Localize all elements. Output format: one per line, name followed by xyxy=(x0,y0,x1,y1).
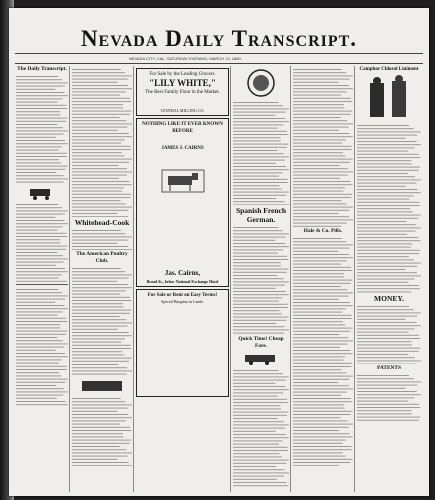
masthead-rule-bottom xyxy=(15,63,423,64)
column-2 xyxy=(71,66,134,492)
col4-heading-c: Spanish French German. xyxy=(235,206,287,224)
col1-separator xyxy=(16,284,68,285)
flour-ad-line2: The Best Family Flour in the Market. xyxy=(145,90,220,95)
store-advertisement xyxy=(136,118,229,287)
figures-illustration-icon xyxy=(364,75,414,121)
flour-ad-mill: CENTRAL MILLING CO. xyxy=(160,108,205,113)
store-ad-footer: Jas. Cairns, xyxy=(164,269,201,277)
col2-text-block-2 xyxy=(72,228,132,250)
store-ad-headline: NOTHING LIKE IT EVER KNOWN BEFORE xyxy=(142,122,223,134)
col5-text-block-2 xyxy=(293,236,353,466)
horse-illustration-icon xyxy=(160,166,206,196)
col2-heading-a: Whitehead-Cook xyxy=(74,218,130,227)
col6-heading-money: MONEY. xyxy=(374,294,404,303)
col5-text-block xyxy=(293,67,353,227)
locomotive-illustration-icon xyxy=(241,352,281,366)
column-4 xyxy=(232,66,291,492)
column-area xyxy=(15,66,423,496)
print-texture xyxy=(357,304,421,364)
engraving-illustration-icon xyxy=(80,378,124,394)
col2-heading-b: The American Poultry Club. xyxy=(76,251,128,264)
col5-heading-a: Hale & Co. Pills. xyxy=(303,228,343,234)
print-texture xyxy=(16,74,68,184)
print-texture xyxy=(233,100,289,205)
col6-text-block-2 xyxy=(357,304,421,364)
col1-text-block-2 xyxy=(16,202,68,282)
col6-text-block-3 xyxy=(357,373,421,423)
store-ad-address: Broad St., below National Exchange Hotel xyxy=(146,279,219,284)
patents-heading: PATENTS xyxy=(376,365,402,371)
col1-text-block xyxy=(16,74,68,184)
print-texture xyxy=(357,373,421,423)
sale-advertisement xyxy=(136,289,229,397)
flour-advertisement xyxy=(136,68,229,116)
camphor-heading: Camphor Chlorol Liniment xyxy=(359,67,419,72)
newspaper-page xyxy=(9,8,429,496)
col6-text-block xyxy=(357,123,421,293)
sale-ad-title: For Sale or Rent on Easy Terms! xyxy=(147,293,218,298)
flour-ad-title: "LILY WHITE," xyxy=(149,78,216,88)
col4-text-block xyxy=(233,100,289,205)
seal-emblem-icon xyxy=(245,68,277,98)
col2-text-block xyxy=(72,67,132,217)
print-texture xyxy=(16,287,68,407)
print-texture xyxy=(293,236,353,466)
col4-heading-d: Quick Time! Cheap Fare. xyxy=(238,336,284,349)
print-texture xyxy=(233,368,289,488)
print-texture xyxy=(233,225,289,335)
col4-text-block-2 xyxy=(233,225,289,335)
store-ad-proprietor: JAMES J. CAIRNS xyxy=(161,146,204,151)
column-3-ads xyxy=(135,66,231,492)
column-5 xyxy=(292,66,355,492)
col1-heading: The Daily Transcript. xyxy=(17,66,67,72)
print-texture xyxy=(72,67,132,217)
dateline-text: NEVADA CITY, CAL. SATURDAY EVENING, MARCH 13, 1880. xyxy=(129,56,242,61)
col2-text-block-4 xyxy=(72,396,132,466)
print-texture xyxy=(72,396,132,466)
print-texture xyxy=(16,202,68,282)
masthead-title: Nevada Daily Transcript. xyxy=(80,26,358,51)
col4-text-block-3 xyxy=(233,368,289,488)
store-ad-text-block xyxy=(139,198,226,268)
column-6 xyxy=(356,66,422,492)
sale-ad-text-block xyxy=(139,304,226,394)
print-texture xyxy=(357,123,421,293)
col2-text-block-3 xyxy=(72,266,132,376)
print-texture xyxy=(293,67,353,227)
print-texture xyxy=(72,266,132,376)
sale-ad-subtitle: Special Bargains in Lands. xyxy=(161,299,204,304)
flour-ad-line1: For Sale by the Leading Grocers. xyxy=(149,72,216,77)
column-1 xyxy=(15,66,70,492)
masthead-rule-top xyxy=(15,53,423,54)
col1-text-block-3 xyxy=(16,287,68,407)
cart-illustration-icon xyxy=(27,186,57,200)
print-texture xyxy=(72,228,132,250)
